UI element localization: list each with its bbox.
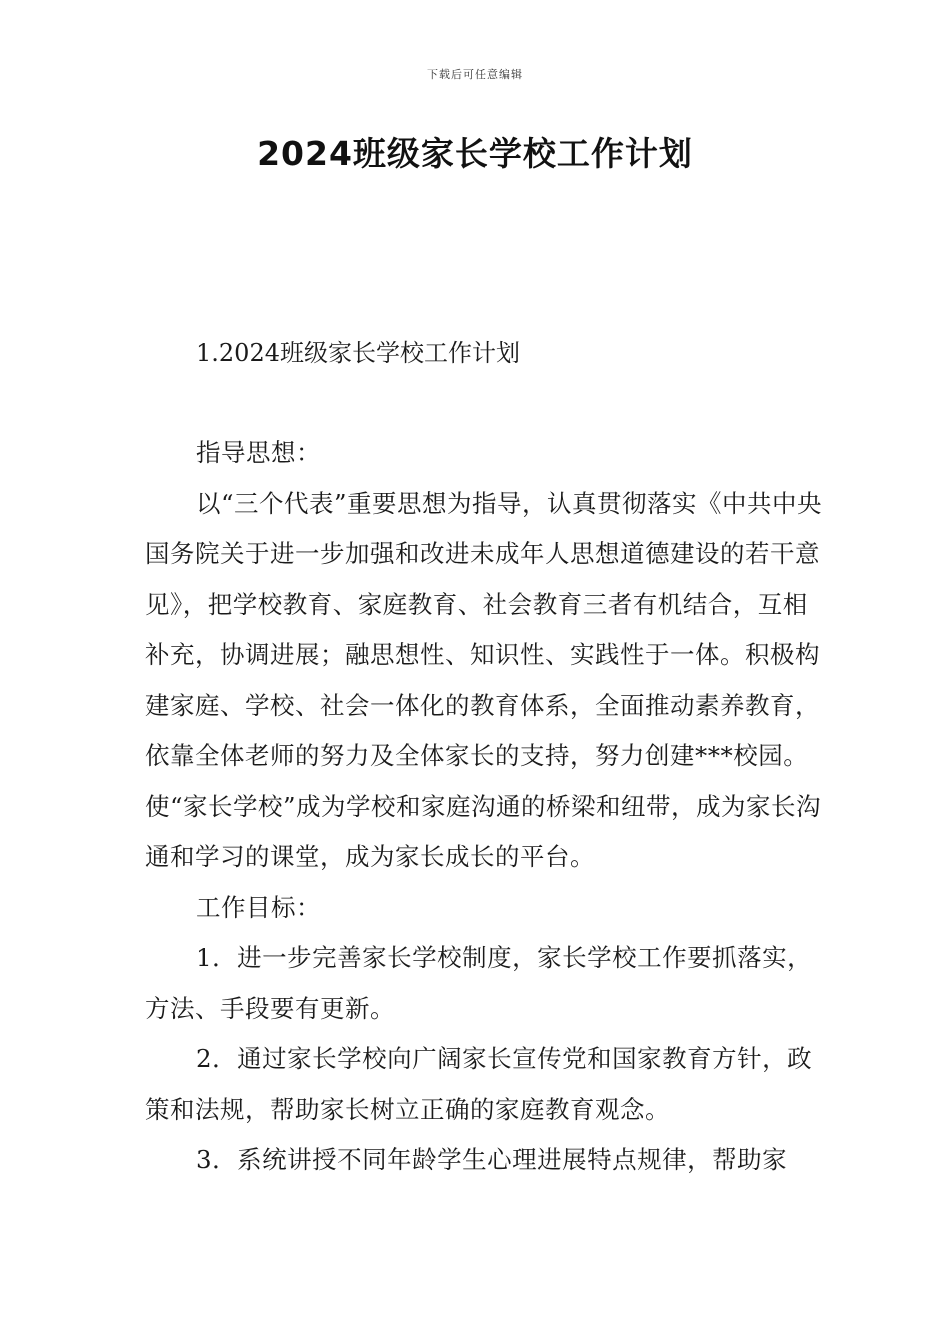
paragraph-goals-heading: 工作目标： (196, 892, 321, 922)
paragraph-guiding-heading: 指导思想： (196, 438, 321, 467)
paragraph-goal-3: 3．系统讲授不同年龄学生心理进展特点规律，帮助家 (196, 1145, 788, 1174)
paragraph-guiding-body: 以“三个代表”重要思想为指导，认真贯彻落实《中共中央国务院关于进一步加强和改进未成年人思想道德建设的若干意见》，把学校教育、家庭教育、社会教育三者有机结合，互相补充，协调进展；融思想性、知识性、实践性于一体。积极构建家庭、学校、社会一体化的教育体系，全面推动素养教育，依靠全体老师的努力及全体家长的支持，努力创建***校园。使“家长学校”成为学校和家庭沟通的桥梁和纽带，成为家长沟通和学习的课堂，成为家长成长的平台。 (145, 488, 823, 871)
paragraph-goal-1: 1．进一步完善家长学校制度，家长学校工作要抓落实，方法、手段要有更新。 (145, 943, 813, 1023)
document-title: 2024班级家长学校工作计划 (257, 134, 693, 173)
body-text (145, 428, 825, 1186)
header-note: 下载后可任意编辑 (427, 68, 523, 81)
paragraph-goal-2: 2．通过家长学校向广阔家长宣传党和国家教育方针，政策和法规，帮助家长树立正确的家庭教育观念。 (145, 1044, 813, 1124)
section-heading: 1.2024班级家长学校工作计划 (196, 339, 520, 367)
